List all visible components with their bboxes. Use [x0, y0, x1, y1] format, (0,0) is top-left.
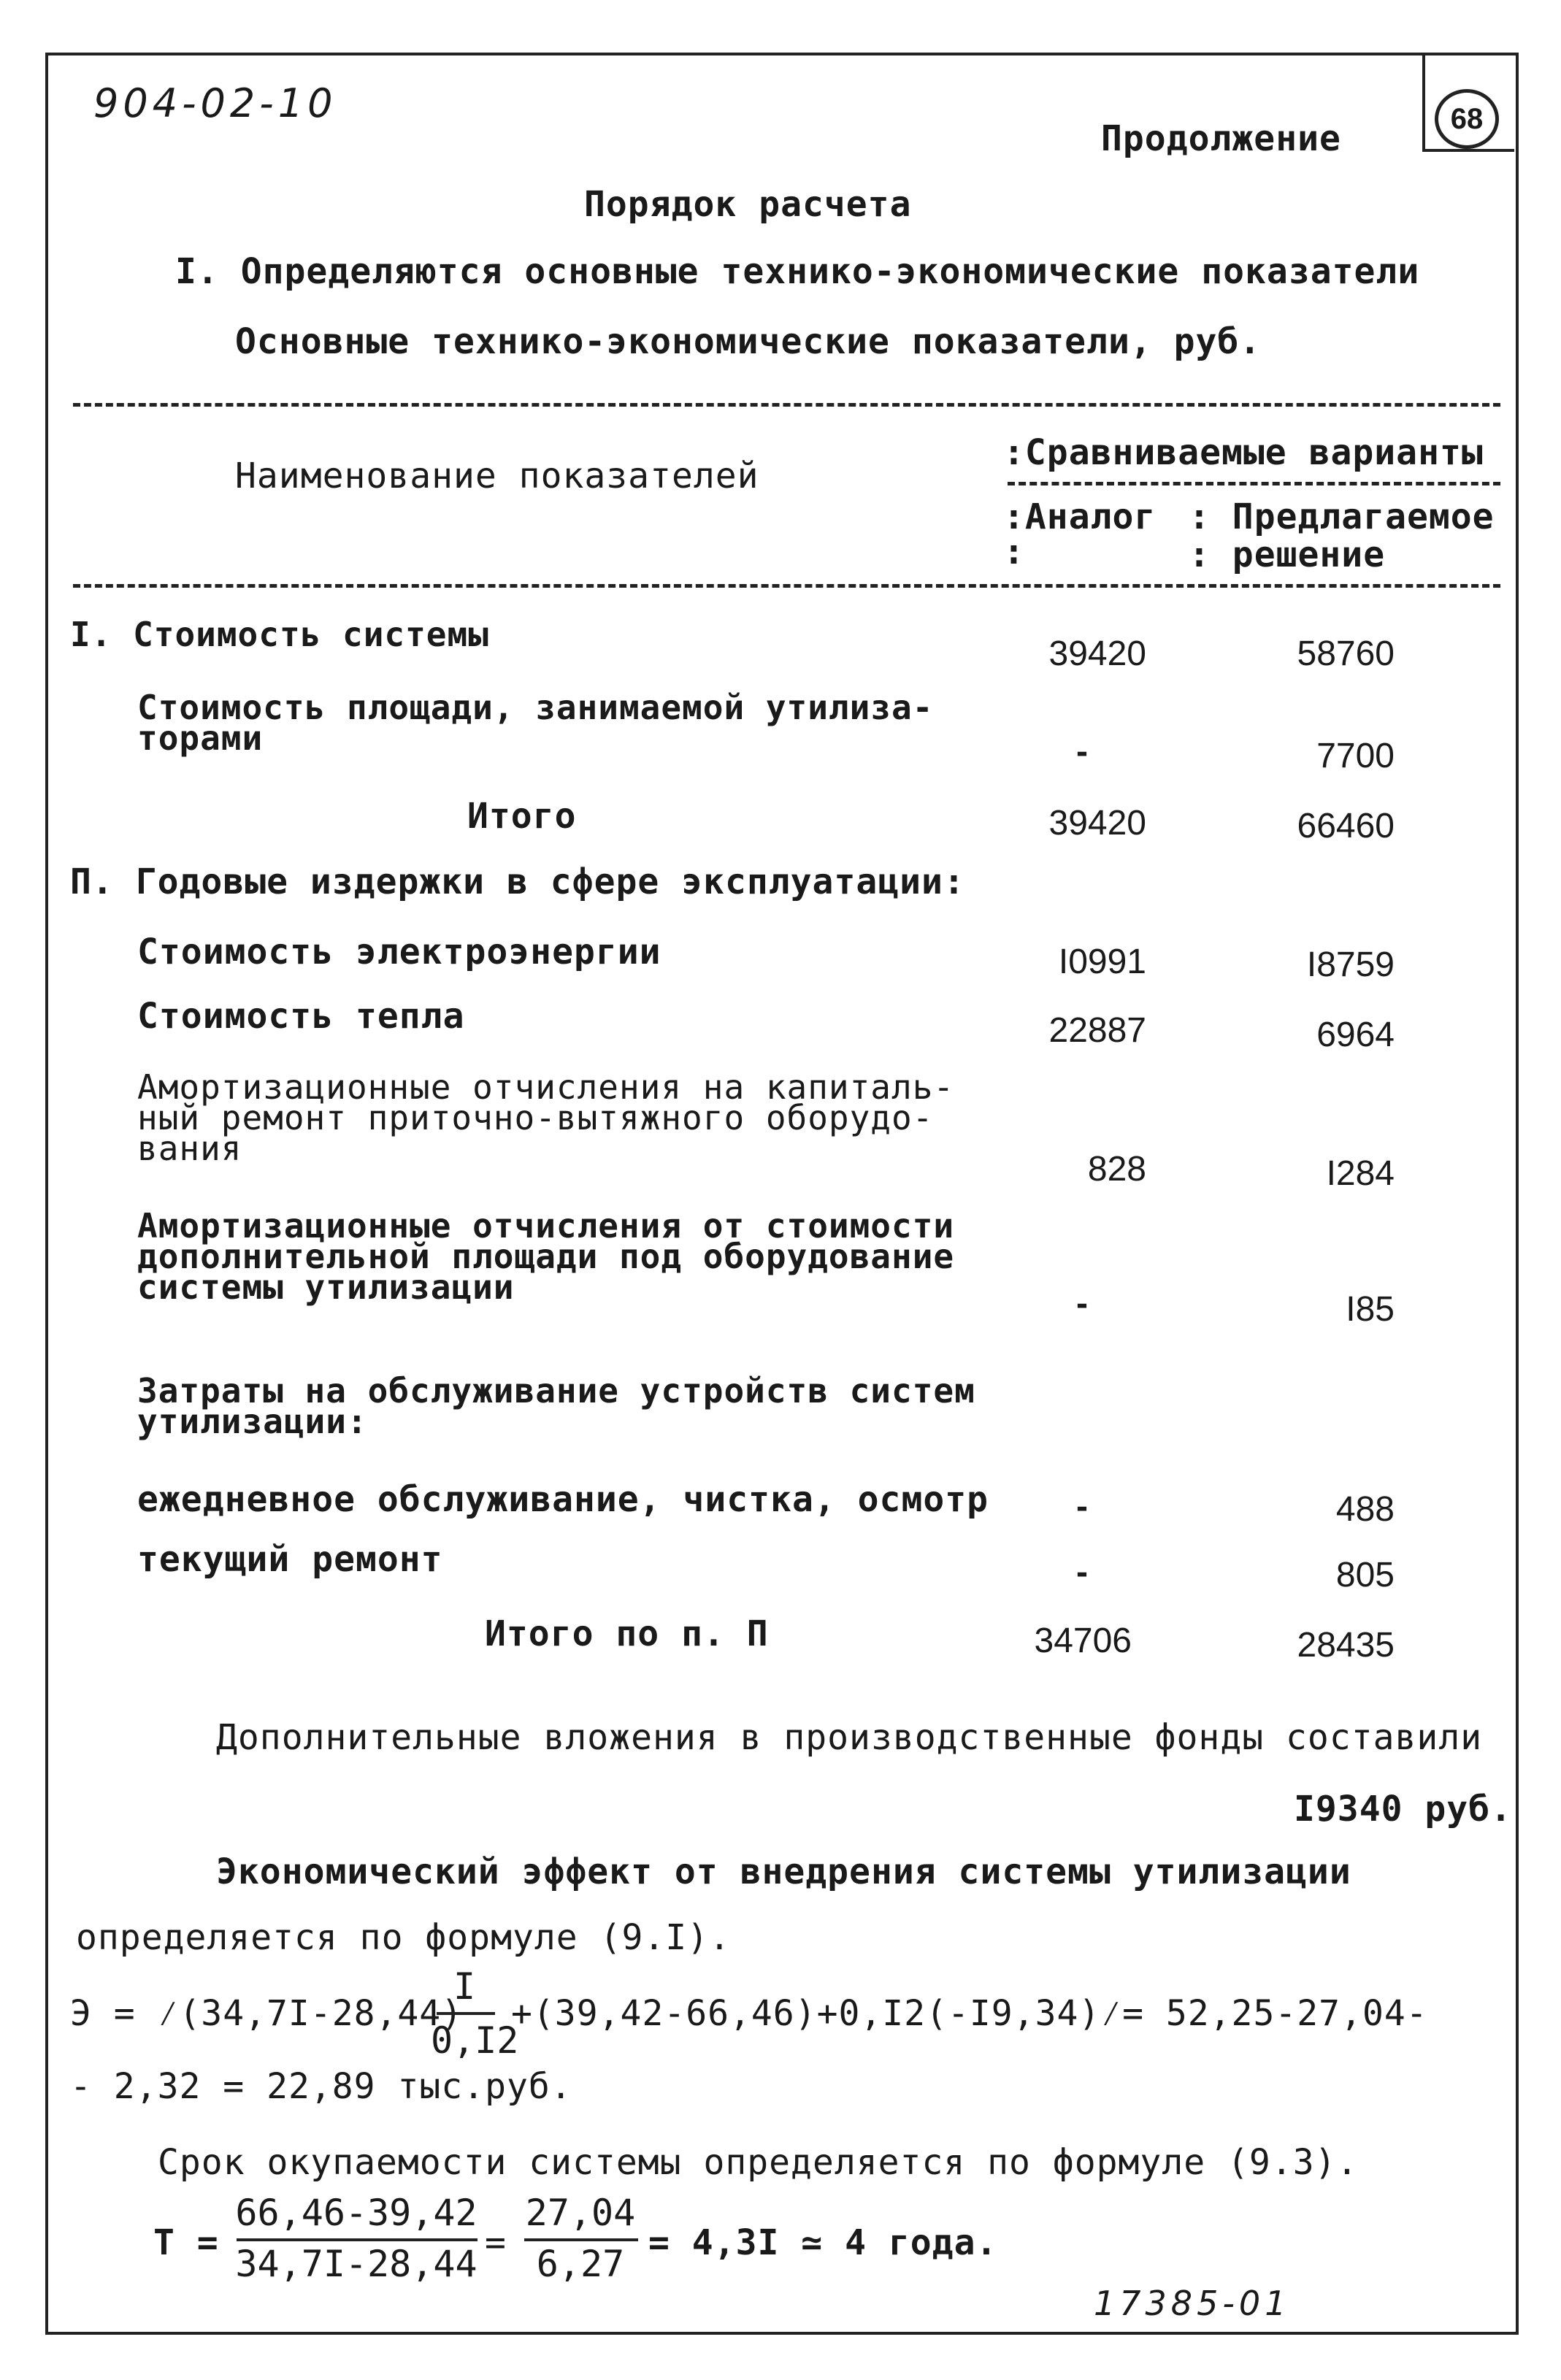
row-proposed: 66460	[1297, 807, 1395, 845]
formula-t-numerator-1: 66,46-39,42	[235, 2192, 477, 2234]
formula-t-denominator-1: 34,7I-28,44	[235, 2243, 477, 2285]
row-label: Итого	[467, 796, 577, 837]
row-label: Затраты на обслуживание устройств систем утилизации:	[137, 1371, 975, 1441]
row-proposed: 28435	[1297, 1626, 1395, 1665]
row-label: текущий ремонт	[137, 1539, 443, 1580]
row-analog: -	[1076, 1487, 1088, 1526]
payback-text: Срок окупаемости системы определяется по формуле (9.3).	[158, 2142, 1359, 2183]
continuation-label: Продолжение	[1101, 118, 1341, 159]
formula-e-numerator: I	[453, 1965, 476, 2008]
row-label: Амортизационные отчисления на капиталь- ный ремонт приточно-вытяжного оборудо- вания	[137, 1067, 955, 1168]
formula-e-denominator: 0,I2	[431, 2019, 519, 2062]
formula-t-equals: =	[485, 2222, 507, 2263]
formula-e-right: +(39,42-66,46)+0,I2(-I9,34)⁄= 52,25-27,04-	[511, 1993, 1428, 2034]
section-title: Порядок расчета	[584, 184, 912, 225]
column-header-proposed-2: : решение	[1189, 534, 1386, 575]
row-proposed: 805	[1335, 1556, 1395, 1594]
step-1-heading: I. Определяются основные технико-экономические показатели	[175, 251, 1420, 292]
row-label: Стоимость площади, занимаемой утилиза- торами	[137, 688, 934, 758]
row-proposed: I8759	[1306, 945, 1395, 984]
row-analog: 22887	[1048, 1011, 1146, 1050]
column-header-analog-colon: :	[1003, 531, 1025, 572]
header-sub-rule	[1008, 482, 1500, 485]
row-label: I. Стоимость системы	[70, 615, 489, 654]
formula-t-result: = 4,3I ≃ 4 года.	[648, 2222, 998, 2263]
table-header-rule	[73, 584, 1500, 588]
row-proposed: 6964	[1316, 1016, 1395, 1054]
row-analog: 828	[1087, 1150, 1146, 1189]
row-analog: I0991	[1058, 943, 1146, 981]
row-label: Стоимость электроэнергии	[137, 932, 661, 972]
row-label: Стоимость тепла	[137, 996, 465, 1037]
column-header-name: Наименование показателей	[235, 456, 759, 496]
formula-t-lhs: Т =	[153, 2222, 219, 2263]
row-proposed: 58760	[1297, 634, 1395, 673]
formula-t-denominator-2: 6,27	[536, 2243, 625, 2285]
additional-investment-value: I9340 руб.	[1294, 1789, 1512, 1830]
formula-t-numerator-2: 27,04	[525, 2192, 636, 2234]
row-proposed: 7700	[1316, 737, 1395, 775]
row-analog: -	[1076, 732, 1088, 771]
row-proposed: I85	[1346, 1290, 1395, 1329]
row-analog: -	[1076, 1284, 1088, 1323]
row-analog: 34706	[1034, 1621, 1132, 1660]
effect-formula-ref: определяется по формуле (9.I).	[76, 1917, 731, 1958]
formula-e-result: - 2,32 = 22,89 тыс.руб.	[70, 2066, 572, 2107]
row-label: Амортизационные отчисления от стоимости дополнительной площади под оборудование системы утилизации	[137, 1206, 955, 1307]
document-code: 904-02-10	[93, 80, 337, 126]
row-label: ежедневное обслуживание, чистка, осмотр	[137, 1479, 989, 1520]
formula-t-fraction-bar-1	[237, 2238, 477, 2241]
effect-text: Экономический эффект от внедрения системы утилизации	[216, 1851, 1351, 1892]
page-number: 68	[1435, 89, 1499, 149]
formula-e-left: Э = ⁄(34,7I-28,44)	[70, 1993, 464, 2034]
column-header-analog: :Аналог	[1003, 496, 1157, 537]
row-proposed: I284	[1326, 1154, 1395, 1193]
row-analog: 39420	[1048, 804, 1146, 842]
table-caption: Основные технико-экономические показатели, руб.	[235, 321, 1262, 362]
row-proposed: 488	[1335, 1490, 1395, 1529]
row-analog: -	[1076, 1553, 1088, 1592]
row-label: Итого по п. П	[485, 1613, 769, 1654]
row-analog: 39420	[1048, 634, 1146, 673]
formula-t-fraction-bar-2	[524, 2238, 638, 2241]
additional-investment-text: Дополнительные вложения в производственные фонды составили	[216, 1717, 1483, 1758]
row-label: П. Годовые издержки в сфере эксплуатации:	[70, 861, 965, 902]
table-top-rule	[73, 403, 1500, 407]
formula-e-fraction-bar	[437, 2012, 495, 2015]
column-header-proposed: : Предлагаемое	[1189, 496, 1495, 537]
sheet-code: 17385-01	[1094, 2284, 1291, 2323]
column-header-group: :Сравниваемые варианты	[1003, 432, 1484, 473]
